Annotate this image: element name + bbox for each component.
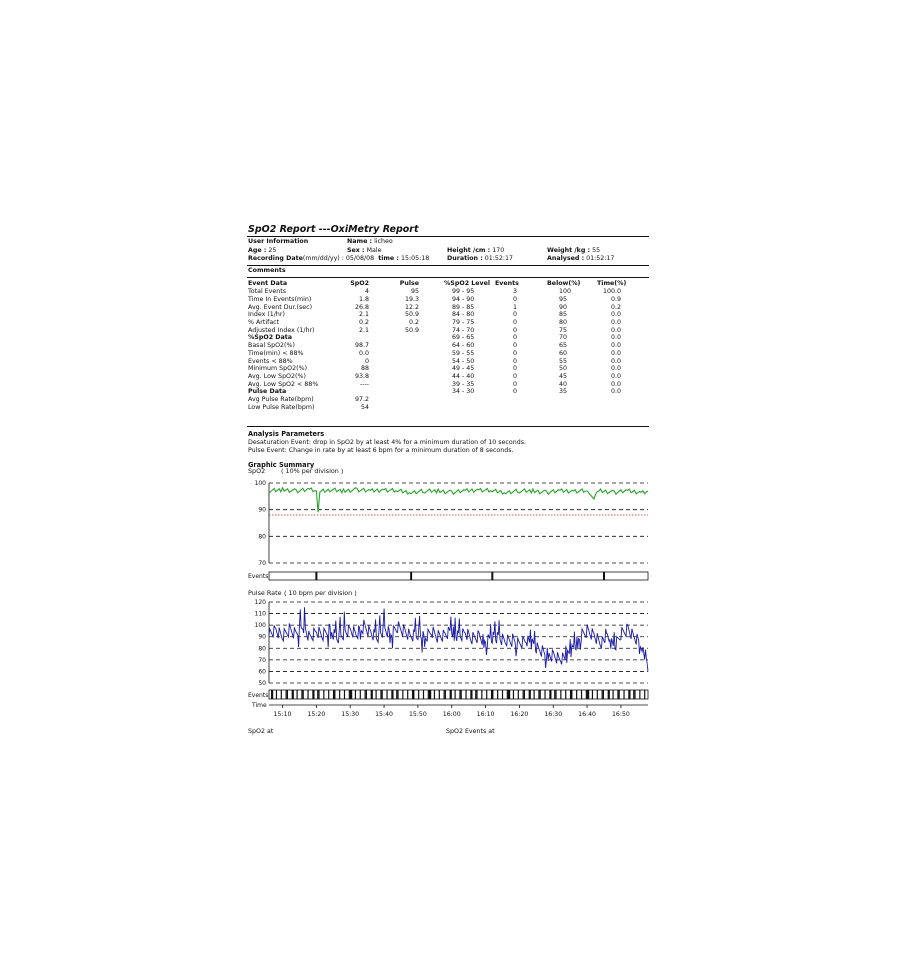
pulse-header: Pulse [399, 280, 419, 287]
pulse-event-mark [554, 690, 555, 699]
pulse-event-mark [439, 690, 440, 699]
table-cell: 59 - 55 [452, 349, 475, 357]
table-cell: 0.9 [610, 295, 621, 303]
table-row-label: Time(min) < 88% [248, 349, 304, 357]
table-cell: 0.0 [610, 326, 621, 334]
pulse-events-strip [269, 690, 648, 699]
table-row-label: Adjusted Index (1/hr) [248, 326, 315, 334]
time-tick-label: 16:50 [612, 711, 630, 718]
spo2-y-tick-label: 80 [258, 533, 266, 541]
pulse-event-mark [586, 690, 587, 699]
pulse-event-mark [407, 690, 408, 699]
pulse-y-tick-label: 100 [254, 622, 266, 630]
pulse-event-mark [507, 690, 508, 699]
pulse-event-mark [597, 690, 598, 699]
pulse-event-mark [445, 690, 446, 699]
pulse-event-mark [365, 690, 366, 699]
table-cell: ---- [359, 380, 369, 388]
pulse-event-mark [513, 690, 514, 699]
pulse-y-tick-label: 120 [254, 599, 266, 606]
table-cell: 0 [512, 311, 517, 319]
pulse-y-tick-label: 60 [258, 668, 266, 676]
time-axis-label: Time [252, 702, 267, 709]
pulse-event-mark [307, 690, 308, 699]
pulse-event-mark [349, 690, 350, 699]
table-cell: 0.0 [610, 388, 621, 396]
time-tick-label: 16:20 [510, 711, 529, 718]
table-cell: 0.0 [610, 372, 621, 380]
user-info-label: User Information [248, 238, 309, 245]
spo2-data-section: %SpO2 Data [248, 334, 293, 342]
pulse-event-mark [603, 690, 604, 699]
pulse-event-mark [318, 690, 319, 699]
pulse-event-mark [334, 690, 335, 699]
table-cell: 19.3 [404, 295, 419, 303]
pulse-event-mark [475, 690, 476, 699]
table-cell: 0.0 [358, 349, 369, 357]
time-tick-label: 15:20 [307, 711, 326, 718]
pulse-event-mark [540, 690, 541, 699]
time-tick-label: 15:30 [341, 711, 360, 718]
pulse-event-mark [428, 690, 429, 699]
sex-field: Sex : Male [347, 247, 382, 254]
table-cell: 0.2 [610, 303, 621, 311]
pulse-event-mark [292, 690, 294, 699]
table-cell: 95 [559, 295, 568, 303]
table-cell: 2.1 [358, 311, 369, 319]
footer-spo2-at: SpO2 at [248, 728, 274, 735]
pulse-event-mark [328, 690, 329, 699]
spo2-y-tick-label: 100 [254, 480, 266, 487]
pulse-event-mark [470, 690, 472, 699]
table-cell: 39 - 35 [452, 380, 475, 388]
pulse-event-mark [271, 690, 273, 699]
pulse-event-mark [524, 690, 525, 699]
table-cell: 49 - 45 [452, 365, 475, 373]
pulse-event-mark [534, 690, 535, 699]
table-cell: 80 [559, 319, 568, 326]
pulse-event-mark [461, 690, 462, 699]
table-cell: 0 [512, 349, 517, 357]
spo2-event-mark [491, 572, 493, 580]
events-header: Events [495, 280, 519, 287]
pulse-event-mark [619, 690, 620, 699]
pulse-event-mark [297, 690, 298, 699]
table-row-label: Avg. Low SpO2(%) [248, 372, 306, 380]
time-tick-label: 15:10 [273, 711, 292, 718]
pulse-event-mark [459, 690, 460, 699]
table-cell: 85 [559, 311, 568, 319]
spo2-y-tick-label: 90 [258, 506, 266, 514]
time-tick-label: 16:30 [544, 711, 563, 718]
pulse-event-mark [360, 690, 361, 699]
spo2-event-mark [315, 572, 317, 580]
age-field: Age : 25 [248, 247, 277, 254]
table-cell: 0 [512, 388, 517, 396]
pulse-event-mark [287, 690, 288, 699]
pulse-event-mark [634, 690, 635, 699]
table-row-label: Total Events [248, 288, 287, 296]
duration-field: Duration : 01:52:17 [447, 255, 514, 262]
pulse-event-mark [382, 690, 383, 699]
pulse-event-mark [555, 690, 556, 699]
time-tick-label: 16:40 [578, 711, 597, 718]
pulse-chart-title: Pulse Rate [248, 589, 282, 597]
weight-field: Weight /kg : 55 [547, 247, 601, 254]
pulse-event-mark [323, 690, 324, 699]
pulse-event-mark [286, 690, 287, 699]
footer-spo2-events-at: SpO2 Events at [446, 728, 495, 735]
table-cell: 0 [512, 295, 517, 303]
table-cell: 70 [559, 334, 568, 342]
table-cell: 0.0 [610, 357, 621, 365]
table-row-label: Time In Events(min) [248, 295, 312, 303]
table-cell: 74 - 70 [452, 326, 475, 334]
event-data-header: Event Data [248, 280, 288, 287]
table-cell: 54 [360, 403, 369, 411]
table-cell: 50.9 [404, 326, 419, 334]
pulse-event-mark [544, 690, 545, 699]
pulse-event-mark [497, 690, 498, 699]
pulse-data-section: Pulse Data [248, 388, 287, 396]
analysis-title: Analysis Parameters [248, 430, 325, 438]
time-tick-label: 15:50 [408, 711, 427, 718]
height-field: Height /cm : 170 [447, 247, 505, 254]
table-cell: 2.1 [358, 326, 369, 334]
pulse-y-tick-label: 70 [258, 656, 266, 664]
table-cell: 94 - 90 [452, 295, 475, 303]
pulse-event-mark [538, 690, 539, 699]
pulse-series-line [269, 607, 648, 671]
time-tick-label: 16:10 [476, 711, 495, 718]
table-cell: 1.8 [358, 295, 369, 303]
pulse-y-tick-label: 80 [258, 645, 266, 653]
pulse-event-mark [317, 690, 318, 699]
pulse-event-mark [423, 690, 424, 699]
table-cell: 12.2 [404, 303, 419, 311]
table-cell: 64 - 60 [452, 342, 475, 350]
table-cell: 79 - 75 [452, 319, 475, 326]
pulse-event-mark [429, 690, 431, 699]
time-percent-header: Time(%) [597, 280, 627, 287]
analysis-desaturation: Desaturation Event: drop in SpO2 by at least 4% for a minimum duration of 10 seconds. [248, 439, 527, 446]
table-cell: 0 [512, 319, 517, 326]
table-cell: 99 - 95 [452, 288, 475, 296]
pulse-event-mark [633, 690, 634, 699]
name-field: Name : licheo [347, 238, 393, 245]
table-cell: 93.8 [354, 372, 369, 380]
pulse-event-mark [397, 690, 398, 699]
pulse-event-mark [276, 690, 277, 699]
divider [247, 265, 649, 266]
table-cell: 0 [512, 365, 517, 373]
pulse-event-mark [565, 690, 566, 699]
table-cell: 0.0 [610, 380, 621, 388]
table-cell: 4 [364, 288, 369, 296]
pulse-y-tick-label: 110 [254, 610, 266, 618]
pulse-event-mark [529, 690, 531, 699]
pulse-event-mark [518, 690, 519, 699]
pulse-event-mark [301, 690, 302, 699]
table-cell: 98.7 [354, 342, 369, 350]
pulse-event-mark [396, 690, 397, 699]
table-cell: 40 [559, 380, 568, 388]
table-row-label: Avg Pulse Rate(bpm) [248, 396, 314, 403]
spo2-event-mark [410, 572, 412, 580]
pulse-event-mark [602, 690, 603, 699]
pulse-event-mark [434, 690, 435, 699]
table-cell: 35 [559, 388, 568, 396]
divider [247, 277, 649, 278]
table-cell: 3 [512, 288, 517, 296]
pulse-event-mark [492, 690, 493, 699]
spo2-chart-title: SpO2 [248, 467, 266, 475]
table-cell: 89 - 85 [452, 303, 475, 311]
pulse-event-mark [391, 690, 393, 699]
table-cell: 54 - 50 [452, 357, 475, 365]
table-cell: 0.0 [610, 334, 621, 342]
pulse-event-mark [576, 690, 577, 699]
pulse-event-mark [465, 690, 466, 699]
pulse-events-label: Events [248, 692, 269, 699]
pulse-event-mark [418, 690, 419, 699]
pulse-event-mark [386, 690, 387, 699]
table-row-label: Low Pulse Rate(bpm) [248, 403, 315, 411]
table-cell: 100.0 [602, 288, 621, 296]
table-cell: 0.0 [610, 349, 621, 357]
time-tick-label: 16:00 [442, 711, 461, 718]
spo2-events-strip [269, 572, 648, 580]
spo2-y-tick-label: 70 [258, 560, 266, 567]
spo2-header: SpO2 [350, 280, 369, 287]
divider [247, 426, 649, 427]
pulse-event-mark [455, 690, 456, 699]
table-row-label: Basal SpO2(%) [248, 342, 295, 350]
pulse-y-tick-label: 50 [258, 680, 266, 687]
pulse-event-mark [303, 690, 304, 699]
table-row-label: Avg. Low SpO2 < 88% [248, 380, 319, 388]
pulse-event-mark [587, 690, 589, 699]
table-cell: 50 [559, 365, 568, 373]
pulse-event-mark [617, 690, 618, 699]
pulse-event-mark [628, 690, 630, 699]
table-cell: 0 [512, 326, 517, 334]
pulse-event-mark [644, 690, 645, 699]
pulse-event-mark [549, 690, 551, 699]
table-row-label: Events < 88% [248, 357, 293, 365]
pulse-event-mark [476, 690, 477, 699]
table-cell: 0 [512, 357, 517, 365]
pulse-division-label: ( 10 bpm per division ) [284, 589, 357, 597]
report-title: SpO2 Report ---OxiMetry Report [248, 224, 419, 235]
pulse-event-mark [444, 690, 445, 699]
table-cell: 0 [364, 357, 369, 365]
pulse-event-mark [339, 690, 340, 699]
pulse-event-mark [486, 690, 487, 699]
table-cell: 0.0 [610, 365, 621, 373]
table-row-label: Avg. Event Dur.(sec) [248, 303, 313, 311]
pulse-event-mark [613, 690, 614, 699]
pulse-event-mark [355, 690, 356, 699]
table-cell: 50.9 [404, 311, 419, 319]
table-cell: 88 [360, 365, 369, 373]
pulse-event-mark [402, 690, 403, 699]
graphic-summary-charts [247, 469, 649, 739]
pulse-event-mark [592, 690, 593, 699]
pulse-event-mark [581, 690, 582, 699]
table-cell: 60 [559, 349, 568, 357]
table-cell: 0.0 [610, 319, 621, 326]
spo2-division-label: ( 10% per division ) [281, 467, 344, 475]
table-cell: 95 [410, 288, 419, 296]
spo2-events-label: Events [248, 573, 269, 580]
pulse-event-mark [450, 690, 452, 699]
table-cell: 0.0 [610, 311, 621, 319]
table-cell: 0 [512, 334, 517, 342]
analysed-field: Analysed : 01:52:17 [547, 255, 615, 262]
pulse-event-mark [560, 690, 561, 699]
table-cell: 97.2 [354, 396, 369, 403]
table-cell: 84 - 80 [452, 311, 475, 319]
spo2-event-mark [603, 572, 605, 580]
analysis-pulse-event: Pulse Event: Change in rate by at least 6 bpm for a minimum duration of 8 seconds. [248, 447, 514, 454]
table-cell: 0 [512, 372, 517, 380]
pulse-event-mark [508, 690, 510, 699]
pulse-event-mark [639, 690, 640, 699]
pulse-event-mark [571, 690, 572, 699]
table-cell: 0 [512, 380, 517, 388]
comments-label: Comments [248, 267, 286, 274]
pulse-event-mark [380, 690, 381, 699]
pulse-event-mark [608, 690, 610, 699]
graphic-summary-title: Graphic Summary [248, 461, 315, 469]
pulse-event-mark [312, 690, 314, 699]
table-cell: 34 - 30 [452, 388, 475, 396]
table-row-label: Index (1/hr) [248, 311, 285, 319]
table-cell: 69 - 65 [452, 334, 475, 342]
pulse-event-mark [623, 690, 624, 699]
table-cell: 90 [559, 303, 568, 311]
table-cell: 0.0 [610, 342, 621, 350]
table-cell: 100 [559, 288, 572, 296]
pulse-event-mark [413, 690, 414, 699]
pulse-event-mark [371, 690, 373, 699]
pulse-event-mark [281, 690, 282, 699]
spo2-series-line [269, 488, 648, 513]
pulse-event-mark [344, 690, 345, 699]
table-cell: 1 [512, 303, 517, 311]
pulse-event-mark [523, 690, 524, 699]
table-cell: 44 - 40 [452, 372, 475, 380]
table-cell: 65 [559, 342, 568, 350]
pulse-event-mark [350, 690, 352, 699]
table-cell: 0.2 [408, 319, 419, 326]
table-cell: 75 [559, 326, 568, 334]
divider [247, 236, 649, 237]
table-cell: 55 [559, 357, 568, 365]
table-cell: 26.8 [354, 303, 369, 311]
table-cell: 0 [512, 342, 517, 350]
oximetry-report [247, 222, 649, 742]
pulse-event-mark [376, 690, 377, 699]
spo2-level-header: %SpO2 Level [444, 280, 491, 287]
table-row-label: % Artifact [248, 319, 280, 326]
table-row-label: Minimum SpO2(%) [248, 365, 308, 373]
pulse-event-mark [481, 690, 482, 699]
pulse-y-tick-label: 90 [258, 633, 266, 641]
time-tick-label: 15:40 [375, 711, 393, 718]
table-cell: 0.2 [358, 319, 369, 326]
recording-date-field: Recording Date(mm/dd/yy) : 05/08/08 time : 15:05:18 [248, 255, 430, 262]
pulse-event-mark [366, 690, 367, 699]
pulse-event-mark [502, 690, 503, 699]
below-header: Below(%) [547, 280, 581, 287]
table-cell: 45 [559, 372, 568, 380]
